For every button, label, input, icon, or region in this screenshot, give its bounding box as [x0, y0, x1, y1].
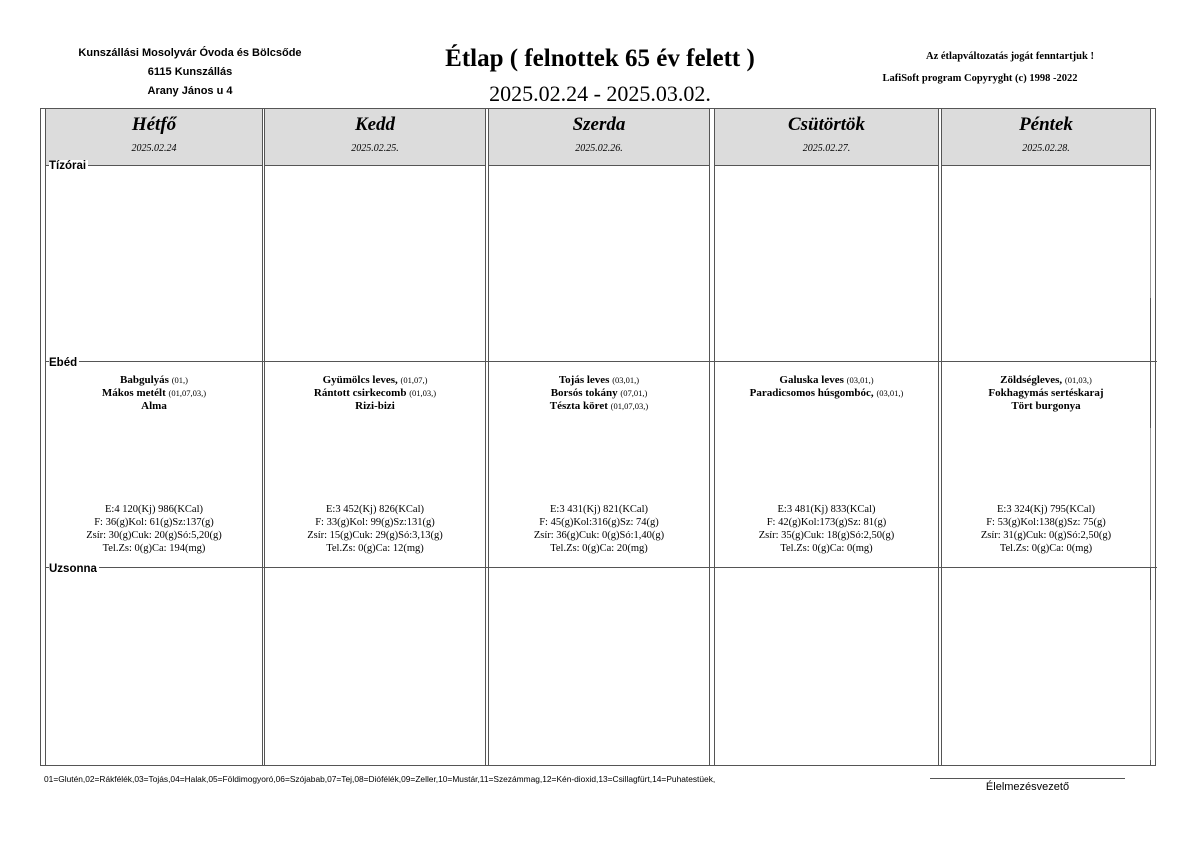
day-column-wednesday: [488, 109, 710, 765]
institution-name: Kunszállási Mosolyvár Óvoda és Bölcsőde: [78, 47, 302, 59]
allergen-codes: (01,07,03,): [168, 388, 207, 398]
dish-item: Tört burgonya: [1011, 400, 1081, 412]
allergen-codes: (07,01,): [620, 388, 648, 398]
signature-label: Élelmezésvezető: [985, 781, 1070, 793]
row-divider-lunch: [45, 361, 1157, 362]
nutrition-tuesday: E:3 452(Kj) 826(KCal) F: 33(g)Kol: 99(g)Sz:131(g) Zsír: 15(g)Cuk: 29(g)Só:3,13(g) Tel.Zs: 0(g)Ca: 12(mg): [307, 504, 443, 554]
row-divider-snack: [45, 567, 1157, 568]
day-date: 2025.02.25.: [351, 143, 399, 154]
date-range: 2025.02.24 - 2025.03.02.: [489, 81, 711, 106]
institution-address: Arany János u 4: [147, 85, 233, 97]
dish-item: Rizi-bizi: [355, 400, 395, 412]
dish-item: Tojás leves (03,01,): [558, 374, 640, 386]
day-header: [715, 109, 938, 166]
allergen-codes: (01,07,): [400, 375, 428, 385]
lunch-dishes-tuesday: [265, 374, 485, 413]
tick-mark: [1150, 428, 1151, 568]
allergen-codes: (01,03,): [409, 388, 437, 398]
tick-mark: [1150, 600, 1151, 760]
meal-label-afternoon: Uzsonna: [49, 563, 97, 575]
allergen-codes: (03,01,): [846, 375, 874, 385]
day-column-thursday: [714, 109, 939, 765]
allergen-codes: (03,01,): [876, 388, 904, 398]
allergen-legend: 01=Glutén,02=Rákfélék,03=Tojás,04=Halak,05=Földimogyoró,06=Szójabab,07=Tej,08=Diófélék,09=Zeller,10=Mustár,11=Szezámmag,12=Kén-dioxid,13=Csillagfürt,14=Puhatestüek,: [44, 774, 716, 784]
day-header: [46, 109, 262, 166]
meal-label-morning: Tízórai: [49, 160, 87, 172]
allergen-codes: (01,): [171, 375, 188, 385]
nutrition-monday: E:4 120(Kj) 986(KCal) F: 36(g)Kol: 61(g)Sz:137(g) Zsír: 30(g)Cuk: 20(g)Só:5,20(g) Tel.Zs: 0(g)Ca: 194(mg): [86, 504, 222, 554]
tick-mark: [1150, 170, 1151, 298]
allergen-codes: (03,01,): [612, 375, 640, 385]
dish-item: Zöldségleves, (01,03,): [1000, 374, 1092, 386]
day-column-monday: [45, 109, 263, 765]
day-header: [489, 109, 709, 166]
day-column-friday: [941, 109, 1151, 765]
dish-item: Gyümölcs leves, (01,07,): [322, 374, 428, 386]
allergen-codes: (01,07,03,): [610, 401, 649, 411]
day-name: Csütörtök: [787, 114, 866, 135]
day-date: 2025.02.27.: [802, 143, 851, 154]
dish-item: Galuska leves (03,01,): [779, 374, 874, 386]
dish-item: Paradicsomos húsgombóc, (03,01,): [749, 387, 904, 399]
dish-item: Babgulyás (01,): [120, 374, 188, 386]
dish-item: Alma: [141, 400, 167, 412]
allergen-codes: (01,03,): [1064, 375, 1092, 385]
dish-item: Fokhagymás sertéskaraj: [988, 387, 1104, 399]
day-name: Péntek: [1019, 114, 1073, 135]
day-name: Hétfő: [131, 114, 177, 135]
dish-item: Borsós tokány (07,01,): [550, 387, 648, 399]
day-column-tuesday: [264, 109, 486, 765]
signature-line: [930, 778, 1125, 779]
meal-label-lunch: Ebéd: [49, 357, 78, 369]
menu-title: Étlap ( felnottek 65 év felett ): [445, 45, 755, 72]
day-date: 2025.02.28.: [1022, 143, 1070, 154]
lunch-dishes-thursday: [715, 374, 938, 400]
dish-item: Rántott csirkecomb (01,03,): [313, 387, 437, 399]
day-name: Szerda: [572, 114, 626, 135]
institution-block: [40, 44, 340, 101]
lunch-dishes-friday: [942, 374, 1150, 413]
dish-item: Mákos metélt (01,07,03,): [101, 387, 207, 399]
day-name: Kedd: [354, 114, 396, 135]
day-header: [265, 109, 485, 166]
dish-item: Tészta köret (01,07,03,): [549, 400, 649, 412]
nutrition-thursday: E:3 481(Kj) 833(KCal) F: 42(g)Kol:173(g)Sz: 81(g) Zsír: 35(g)Cuk: 18(g)Só:2,50(g) Tel.Zs: 0(g)Ca: 0(mg): [758, 504, 895, 554]
day-date: 2025.02.24: [131, 143, 177, 154]
lunch-dishes-monday: [46, 374, 262, 413]
institution-city: 6115 Kunszállás: [147, 66, 233, 78]
day-header: [942, 109, 1150, 166]
lunch-dishes-wednesday: [489, 374, 709, 413]
change-notice: Az étlapváltozatás jogát fenntartjuk !: [926, 51, 1094, 62]
day-date: 2025.02.26.: [575, 143, 623, 154]
nutrition-wednesday: E:3 431(Kj) 821(KCal) F: 45(g)Kol:316(g)Sz: 74(g) Zsír: 36(g)Cuk: 0(g)Só:1,40(g) Tel.Zs: 0(g)Ca: 20(mg): [533, 504, 665, 554]
copyright-note: LafiSoft program Copyryght (c) 1998 -2022: [882, 73, 1078, 84]
nutrition-friday: E:3 324(Kj) 795(KCal) F: 53(g)Kol:138(g)Sz: 75(g) Zsír: 31(g)Cuk: 0(g)Só:2,50(g) Tel.Zs: 0(g)Ca: 0(mg): [980, 504, 1112, 554]
